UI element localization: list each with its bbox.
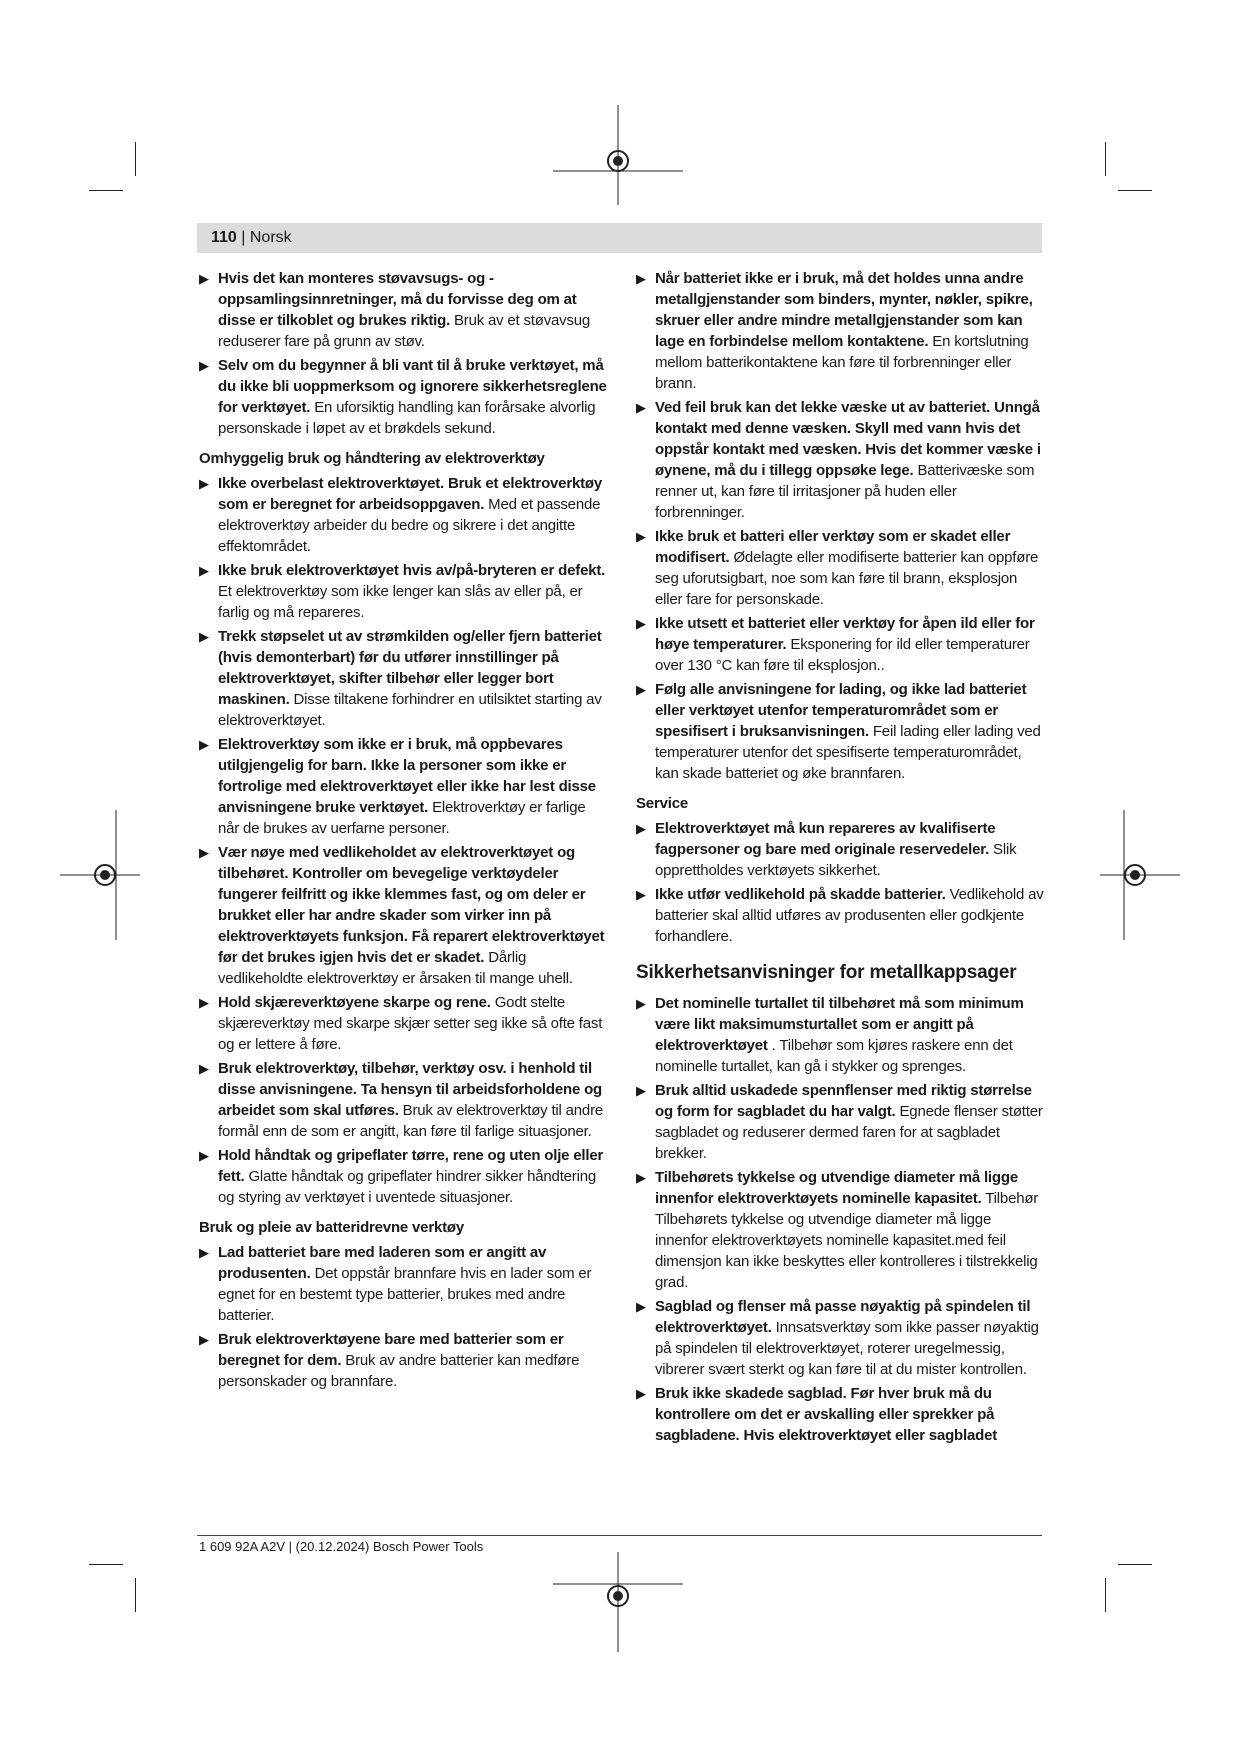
item-normal-text: Batterivæske som renner ut, kan føre til irritasjoner på huden eller forbrenninger. [655,462,1035,521]
safety-item [199,560,607,623]
item-normal-text: En kortslutning mellom batterikontaktene kan føre til forbrenninger eller brann. [655,333,1029,392]
safety-item [199,1058,607,1142]
safety-item [636,526,1044,610]
bullet-arrow-icon: ▶ [636,821,646,836]
item-bold-text: Elektroverktøyet må kun repareres av kvalifiserte fagpersoner og bare med originale reservedeler. [655,820,996,858]
item-bold-text: Selv om du begynner å bli vant til å bruke verktøyet, må du ikke bli uoppmerksom og ignorere sikkerhetsreglene for verktøyet. [218,357,607,416]
crop-mark [89,190,123,191]
bullet-arrow-icon: ▶ [199,737,209,752]
safety-item [199,992,607,1055]
bullet-arrow-icon: ▶ [199,629,209,644]
item-bold-text: Bruk alltid uskadede spennflenser med riktig størrelse og form for sagbladet du har valgt. [655,1082,1032,1120]
item-normal-text: Innsatsverktøy som ikke passer nøyaktig på spindelen til elektroverktøyet, roterer uregelmessig, vibrerer svært sterkt og kan føre til at du mister kontrollen. [655,1319,1039,1378]
item-normal-text: Godt stelte skjæreverktøy med skarpe skjær setter seg ikke så ofte fast og er lettere å føre. [218,994,603,1053]
crop-mark [1118,190,1152,191]
bullet-arrow-icon: ▶ [636,682,646,697]
bullet-arrow-icon: ▶ [636,996,646,1011]
subsection-heading: Omhyggelig bruk og håndtering av elektroverktøy [199,450,545,467]
footer-divider [197,1535,1042,1536]
safety-item [636,613,1044,676]
bullet-arrow-icon: ▶ [636,616,646,631]
registration-mark-icon [553,105,683,205]
page-header [211,229,292,247]
item-bold-text: Ikke utfør vedlikehold på skadde batterier. [655,886,946,903]
item-normal-text: Et elektroverktøy som ikke lenger kan slås av eller på, er farlig og må repareres. [218,583,583,621]
crop-mark [1118,1564,1152,1565]
safety-item [199,1145,607,1208]
safety-item [636,993,1044,1077]
bullet-arrow-icon: ▶ [199,1148,209,1163]
bullet-arrow-icon: ▶ [199,1061,209,1076]
bullet-arrow-icon: ▶ [636,1386,646,1401]
safety-item [199,626,607,731]
page-footer: 1 609 92A A2V | (20.12.2024) Bosch Power Tools [199,1539,484,1554]
item-normal-text: Ødelagte eller modifiserte batterier kan oppføre seg uforutsigbart, noe som kan føre til brann, eksplosjon eller fare for personskade. [655,549,1039,608]
safety-item [199,473,607,557]
registration-mark-icon [1100,810,1180,940]
registration-mark-icon [553,1552,683,1652]
item-normal-text: Elektroverktøy er farlige når de brukes av uerfarne personer. [218,799,586,837]
item-normal-text: Glatte håndtak og gripeflater hindrer sikker håndtering og styring av verktøyet i uventede situasjoner. [218,1168,597,1206]
safety-item [199,1242,607,1326]
item-normal-text: Feil lading eller lading ved temperaturer utenfor det spesifiserte temperaturområdet, kan skade batteriet og øke brannfaren. [655,723,1041,782]
safety-item [636,1296,1044,1380]
bullet-arrow-icon: ▶ [636,887,646,902]
item-normal-text: Eksponering for ild eller temperaturer over 130 °C kan føre til eksplosjon.. [655,636,1030,674]
bullet-arrow-icon: ▶ [636,1170,646,1185]
item-normal-text: . Tilbehør som kjøres raskere enn det nominelle turtallet, kan gå i stykker og sprenges. [655,1037,1013,1075]
safety-item [199,842,607,989]
item-normal-text: Vedlikehold av batterier skal alltid utføres av produsenten eller godkjente forhandlere. [655,886,1044,945]
item-bold-text: Ikke bruk et batteri eller verktøy som er skadet eller modifisert. [655,528,1011,566]
item-bold-text: Tilbehørets tykkelse og utvendige diameter må ligge innenfor elektroverktøyets nominelle kapasitet. [655,1169,1018,1207]
item-normal-text: Bruk av andre batterier kan medføre personskader og brannfare. [218,1352,580,1390]
item-normal-text: Det oppstår brannfare hvis en lader som er egnet for en bestemt type batterier, brukes med andre batterier. [218,1265,592,1324]
safety-item [199,1329,607,1392]
registration-mark-icon [60,810,140,940]
safety-item [636,1383,1044,1446]
bullet-arrow-icon: ▶ [636,400,646,415]
safety-item [199,268,607,352]
crop-mark [89,1564,123,1565]
item-bold-text: Lad batteriet bare med laderen som er angitt av produsenten. [218,1244,547,1282]
bullet-arrow-icon: ▶ [199,1245,209,1260]
header-language: Norsk [249,229,292,246]
item-bold-text: Bruk elektroverktøyene bare med batterier som er beregnet for dem. [218,1331,564,1369]
safety-item [636,884,1044,947]
item-normal-text: Egnede flenser støtter sagbladet og reduserer dermed faren for at sagbladet brekker. [655,1103,1043,1162]
item-normal-text: Disse tiltakene forhindrer en utilsiktet starting av elektroverktøyet. [218,691,602,729]
bullet-arrow-icon: ▶ [199,995,209,1010]
safety-item [636,679,1044,784]
bullet-arrow-icon: ▶ [199,563,209,578]
item-bold-text: Ikke bruk elektroverktøyet hvis av/på-bryteren er defekt. [218,562,606,579]
item-bold-text: Ved feil bruk kan det lekke væske ut av batteriet. Unngå kontakt med denne væsken. Skyll med vann hvis det oppstår kontakt med væsken. Hvis det kommer væske i øynene, må du i tillegg oppsøke lege. [655,399,1041,479]
item-normal-text: Med et passende elektroverktøy arbeider du bedre og sikrere i det angitte effektområdet. [218,496,601,555]
item-bold-text: Trekk støpselet ut av strømkilden og/eller fjern batteriet (hvis demonterbart) før du utfører innstillinger på elektroverktøyet, skifter tilbehør eller legger bort maskinen. [218,628,602,708]
crop-mark [1105,1578,1106,1612]
item-bold-text: Hvis det kan monteres støvavsugs- og -oppsamlingsinnretninger, må du forvisse deg om at disse er tilkoblet og brukes riktig. [218,270,577,329]
item-bold-text: Bruk elektroverktøy, tilbehør, verktøy osv. i henhold til disse anvisningene. Ta hensyn til arbeidsforholdene og arbeidet som skal utføres. [218,1060,603,1119]
bullet-arrow-icon: ▶ [199,358,209,373]
item-normal-text: Slik opprettholdes verktøyets sikkerhet. [655,841,1017,879]
crop-mark [135,142,136,176]
item-bold-text: Vær nøye med vedlikeholdet av elektroverktøyet og tilbehøret. Kontroller om bevegelige verktøydeler fungerer feilfritt og ikke klemmes fast, og om deler er brukket eller har andre skader som virker inn på elektroverktøyets funksjon. Få reparert elektroverktøyet før det brukes igjen hvis det er skadet. [218,844,605,966]
item-normal-text: En uforsiktig handling kan forårsake alvorlig personskade i løpet av et brøkdels sekund. [218,399,596,437]
item-bold-text: Ikke overbelast elektroverktøyet. Bruk et elektroverktøy som er beregnet for arbeidsoppgaven. [218,475,602,513]
safety-item [636,268,1044,394]
right-column [636,268,1044,1449]
item-bold-text: Det nominelle turtallet til tilbehøret må som minimum være likt maksimumsturtallet som er angitt på elektroverktøyet [655,995,1024,1054]
item-normal-text: Bruk av elektroverktøy til andre formål enn de som er angitt, kan føre til farlige situasjoner. [218,1102,604,1140]
item-bold-text: Når batteriet ikke er i bruk, må det holdes unna andre metallgjenstander som binders, mynter, nøkler, spikre, skruer eller andre mindre metallgjenstander som kan lage en forbindelse mellom kontaktene. [655,270,1033,350]
safety-item [636,818,1044,881]
header-separator: | [241,229,250,246]
item-bold-text: Ikke utsett et batteriet eller verktøy for åpen ild eller for høye temperaturer. [655,615,1035,653]
bullet-arrow-icon: ▶ [199,476,209,491]
item-normal-text: Dårlig vedlikeholdte elektroverktøy er årsaken til mange uhell. [218,949,573,987]
safety-item [636,1080,1044,1164]
item-bold-text: Hold skjæreverktøyene skarpe og rene. [218,994,491,1011]
item-bold-text: Bruk ikke skadede sagblad. Før hver bruk må du kontrollere om det er avskalling eller sprekker på sagbladene. Hvis elektroverktøyet eller sagbladet [655,1385,998,1444]
section-heading: Sikkerhetsanvisninger for metallkappsager [636,962,1017,983]
crop-mark [135,1578,136,1612]
bullet-arrow-icon: ▶ [199,845,209,860]
header-bar [197,223,1042,253]
crop-mark [1105,142,1106,176]
page-number: 110 [211,229,237,246]
subsection-heading: Bruk og pleie av batteridrevne verktøy [199,1219,465,1236]
item-bold-text: Følg alle anvisningene for lading, og ikke lad batteriet eller verktøyet utenfor temperaturområdet som er spesifisert i bruksanvisningen. [655,681,1027,740]
bullet-arrow-icon: ▶ [636,1299,646,1314]
item-bold-text: Hold håndtak og gripeflater tørre, rene og uten olje eller fett. [218,1147,604,1185]
safety-item [199,355,607,439]
safety-item [636,1167,1044,1293]
bullet-arrow-icon: ▶ [199,271,209,286]
item-normal-text: Tilbehør Tilbehørets tykkelse og utvendige diameter må ligge innenfor elektroverktøyets nominelle kapasitet.med feil dimensjon kan ikke beskyttes eller kontrolleres i tilstrekkelig grad. [655,1190,1039,1291]
item-normal-text: Bruk av et støvavsug reduserer fare på grunn av støv. [218,312,591,350]
bullet-arrow-icon: ▶ [636,271,646,286]
bullet-arrow-icon: ▶ [636,529,646,544]
item-bold-text: Elektroverktøy som ikke er i bruk, må oppbevares utilgjengelig for barn. Ikke la personer som ikke er fortrolige med elektroverktøyet eller ikke har lest disse anvisningene bruke verktøyet. [218,736,596,816]
safety-item [199,734,607,839]
subsection-heading: Service [636,795,688,812]
safety-item [636,397,1044,523]
item-bold-text: Sagblad og flenser må passe nøyaktig på spindelen til elektroverktøyet. [655,1298,1031,1336]
bullet-arrow-icon: ▶ [199,1332,209,1347]
left-column [199,268,607,1395]
bullet-arrow-icon: ▶ [636,1083,646,1098]
